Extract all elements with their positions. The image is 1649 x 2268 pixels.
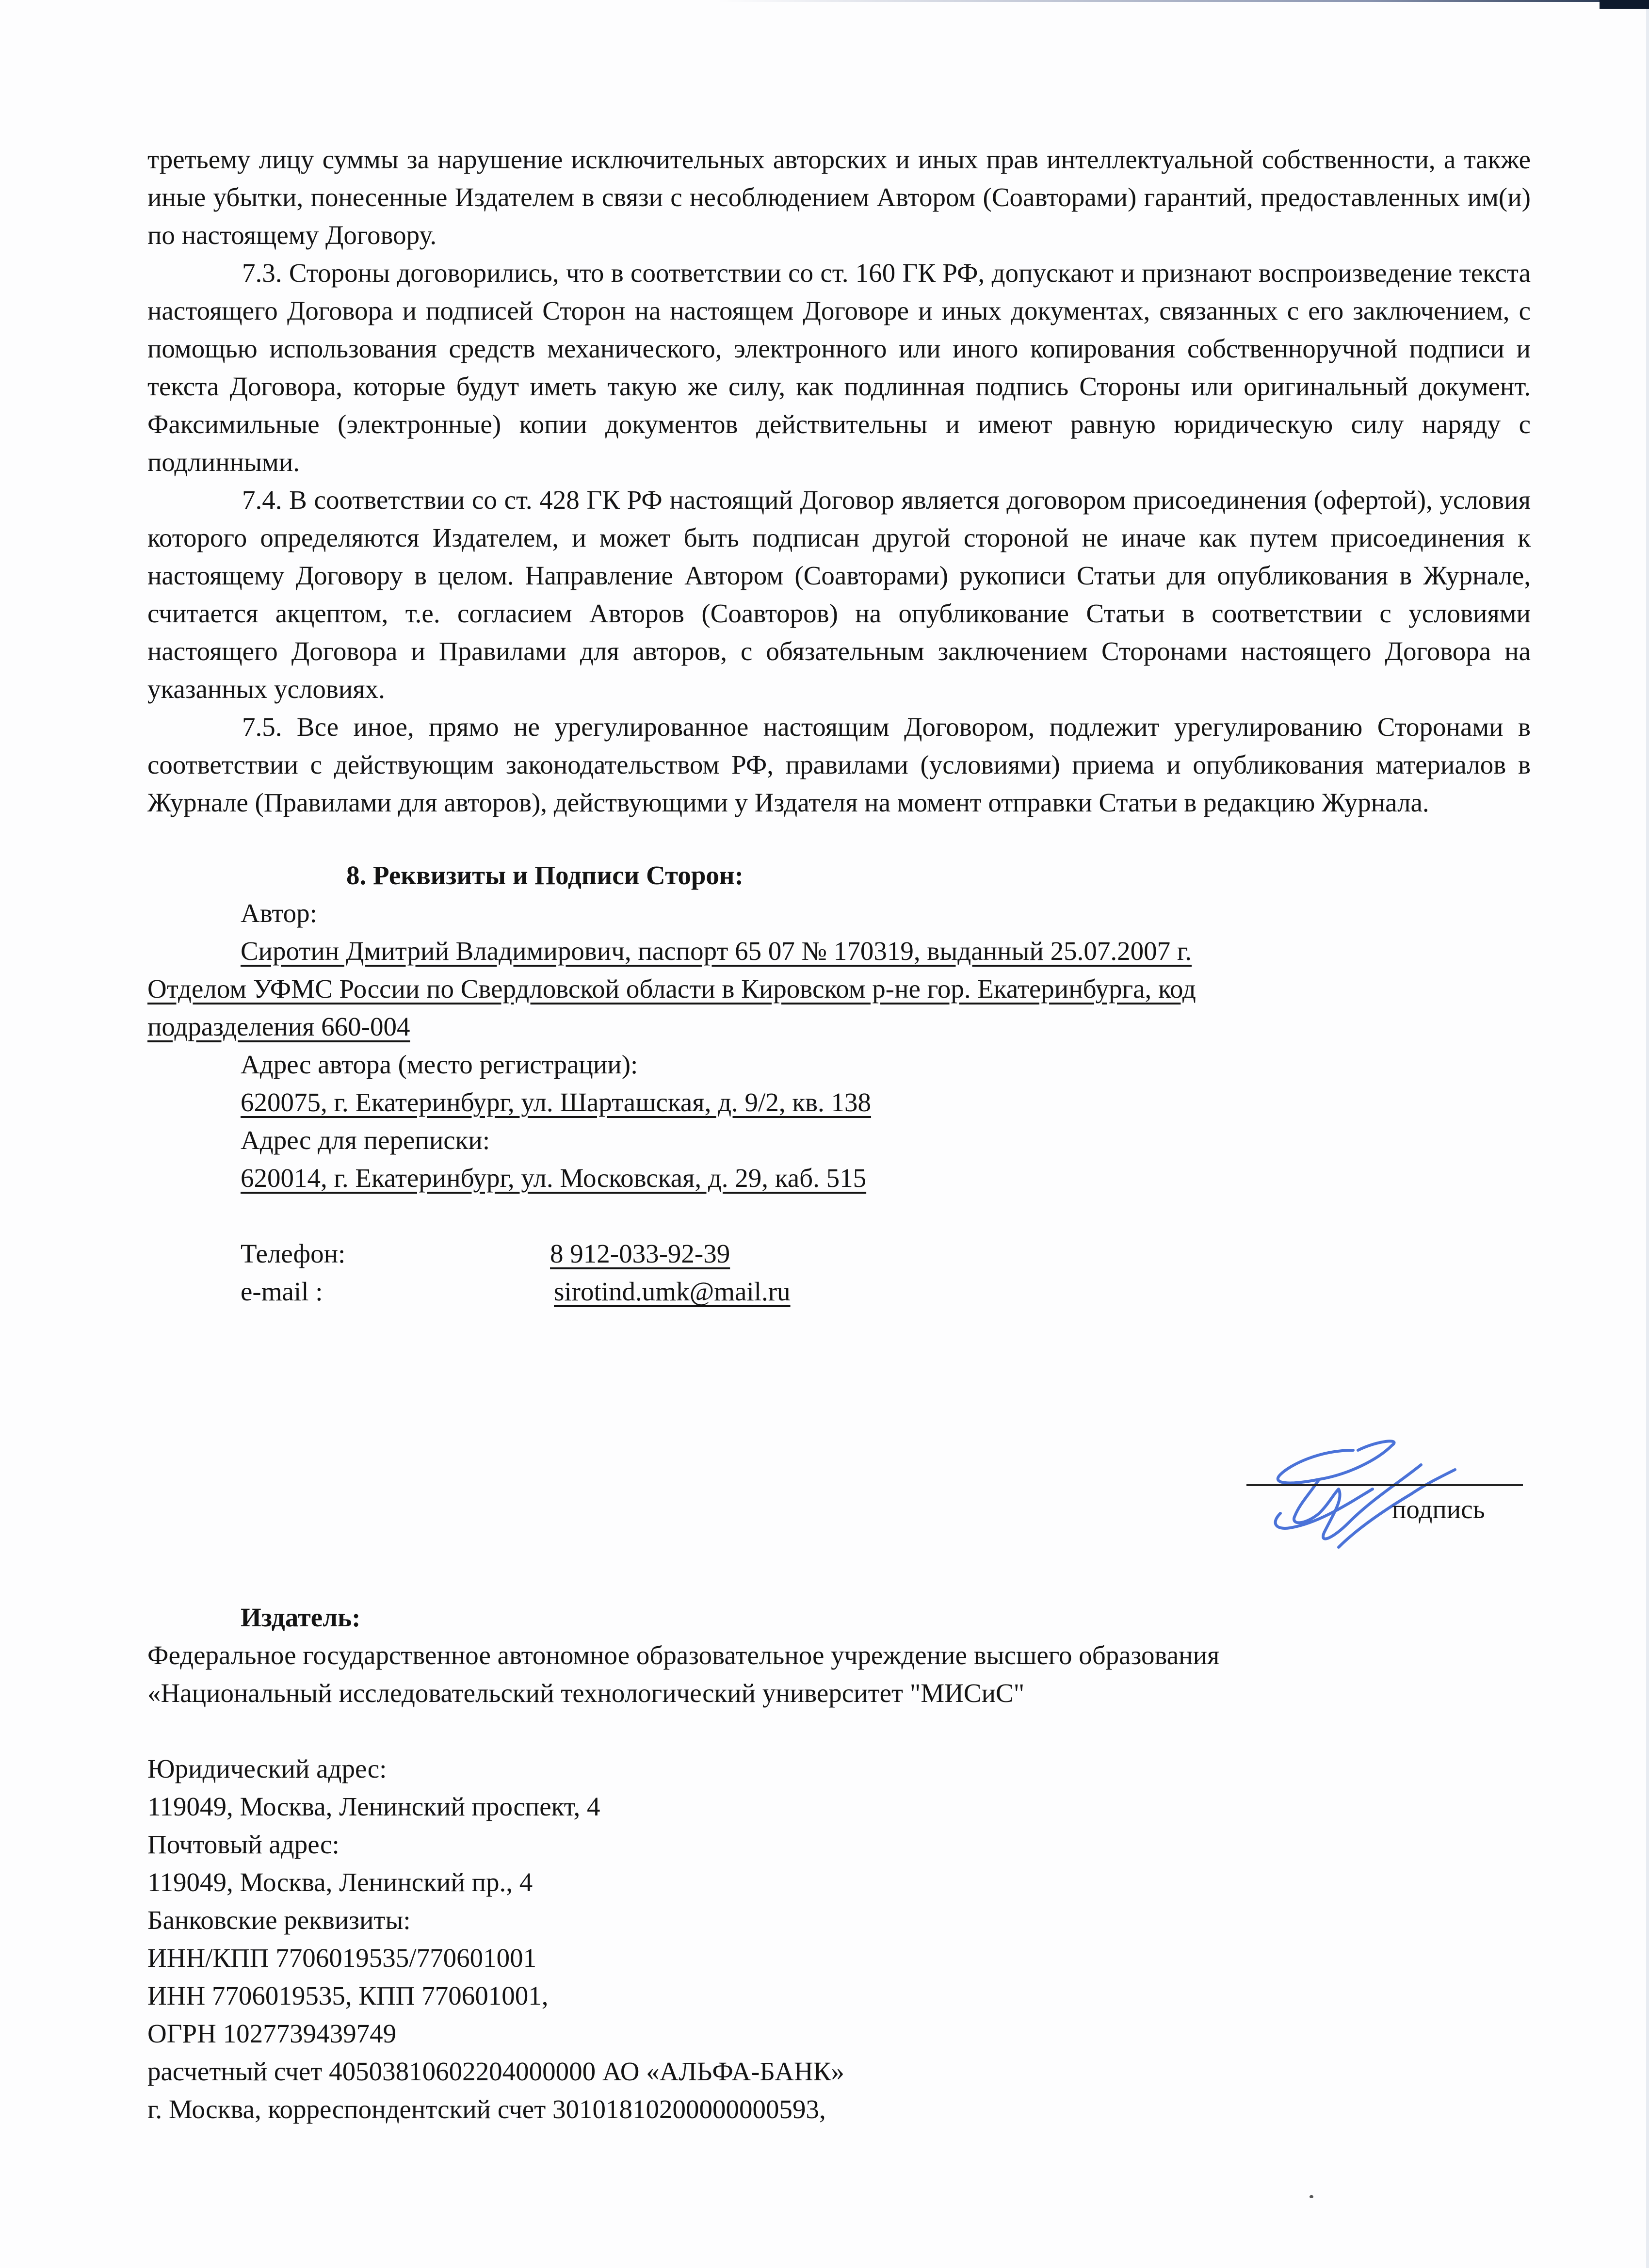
clause-7-3: 7.3. Стороны договорились, что в соответствии со ст. 160 ГК РФ, допускают и признают воспроизведение текста настоящего Договора и подписей Сторон на настоящем Договоре и иных документах, связанных с его заключением, с помощью использования средств механического, электронного или иного копирования собственноручной подписи и текста Договора, которые будут иметь такую же силу, как подлинная подпись Стороны или оригинальный документ. Факсимильные (электронные) копии документов действительны и имеют равную юридическую силу наряду с подлинными. — [147, 258, 1531, 477]
mail-address: 620014, г. Екатеринбург, ул. Московская, д. 29, каб. 515 — [241, 1163, 867, 1193]
clause-7-5: 7.5. Все иное, прямо не урегулированное настоящим Договором, подлежит урегулированию Сторонами в соответствии с действующим законодательством РФ, правилами (условиями) приема и опубликования материалов в Журнале (Правилами для авторов), действующими у Издателя на момент отправки Статьи в редакцию Журнала. — [147, 712, 1531, 817]
email-label: e-mail : — [241, 1277, 323, 1306]
mail-address-label: Адрес для переписки: — [241, 1125, 490, 1155]
author-block — [147, 894, 1531, 1311]
author-passport-line3: подразделения 660-004 — [147, 1012, 410, 1041]
phone-row — [147, 1235, 1531, 1273]
scan-speck — [1310, 2195, 1313, 2198]
clause-7-4: 7.4. В соответствии со ст. 428 ГК РФ настоящий Договор является договором присоединения (офертой), условия которого определяются Издателем, и может быть подписан другой стороной не иначе как путем присоединения к настоящему Договору в целом. Направление Автором (Соавторами) рукописи Статьи для опубликования в Журнале, считается акцептом, т.е. согласием Авторов (Соавторов) на опубликование Статьи в соответствии с условиями настоящего Договора и Правилами для авторов, с обязательным заключением Сторонами настоящего Договора на указанных условиях. — [147, 485, 1531, 704]
publisher-name-line1: Федеральное государственное автономное образовательное учреждение высшего образования — [147, 1640, 1220, 1670]
publisher-label: Издатель: — [241, 1603, 361, 1632]
reg-address-label: Адрес автора (место регистрации): — [241, 1050, 638, 1079]
email-link[interactable]: sirotind.umk@mail.ru — [554, 1277, 791, 1306]
email-row — [147, 1273, 1531, 1311]
phone-label: Телефон: — [241, 1239, 346, 1268]
scan-edge-right — [1646, 9, 1649, 2268]
bank-details-label: Банковские реквизиты: — [147, 1905, 411, 1935]
inn-kpp-separate: ИНН 7706019535, КПП 770601001, — [147, 1981, 549, 2010]
publisher-block — [147, 1599, 1531, 2128]
scan-edge-corner — [1600, 0, 1649, 9]
postal-address: 119049, Москва, Ленинский пр., 4 — [147, 1867, 533, 1897]
scan-edge-top — [718, 0, 1649, 2]
author-passport-line2: Отделом УФМС России по Свердловской области в Кировском р-не гор. Екатеринбурга, код — [147, 974, 1196, 1004]
legal-address: 119049, Москва, Ленинский проспект, 4 — [147, 1792, 600, 1821]
inn-kpp: ИНН/КПП 7706019535/770601001 — [147, 1943, 537, 1973]
signature-line — [1246, 1484, 1523, 1486]
reg-address: 620075, г. Екатеринбург, ул. Шарташская, д. 9/2, кв. 138 — [241, 1087, 872, 1117]
publisher-name-line2: «Национальный исследовательский технологический университет "МИСиС" — [147, 1678, 1025, 1708]
signature-label: подпись — [1392, 1494, 1485, 1524]
legal-address-label: Юридический адрес: — [147, 1754, 387, 1783]
correspondent-account: г. Москва, корреспондентский счет 30101810200000000593, — [147, 2094, 826, 2124]
clause-7-2-tail: третьему лицу суммы за нарушение исключительных авторских и иных прав интеллектуальной собственности, а также иные убытки, понесенные Издателем в связи с несоблюдением Автором (Соавторами) гарантий, предоставленных им(и) по настоящему Договору. — [147, 145, 1531, 250]
ogrn: ОГРН 1027739439749 — [147, 2019, 397, 2048]
section-8-heading: 8. Реквизиты и Подписи Сторон: — [346, 860, 744, 890]
author-signature-block — [1246, 1421, 1537, 1538]
author-passport-line1: Сиротин Дмитрий Владимирович, паспорт 65 07 № 170319, выданный 25.07.2007 г. — [241, 936, 1192, 966]
contract-page — [147, 141, 1531, 1311]
settlement-account: расчетный счет 40503810602204000000 АО «АЛЬФА-БАНК» — [147, 2057, 844, 2086]
phone-value: 8 912-033-92-39 — [550, 1239, 730, 1268]
postal-address-label: Почтовый адрес: — [147, 1830, 340, 1859]
author-label: Автор: — [241, 898, 317, 928]
